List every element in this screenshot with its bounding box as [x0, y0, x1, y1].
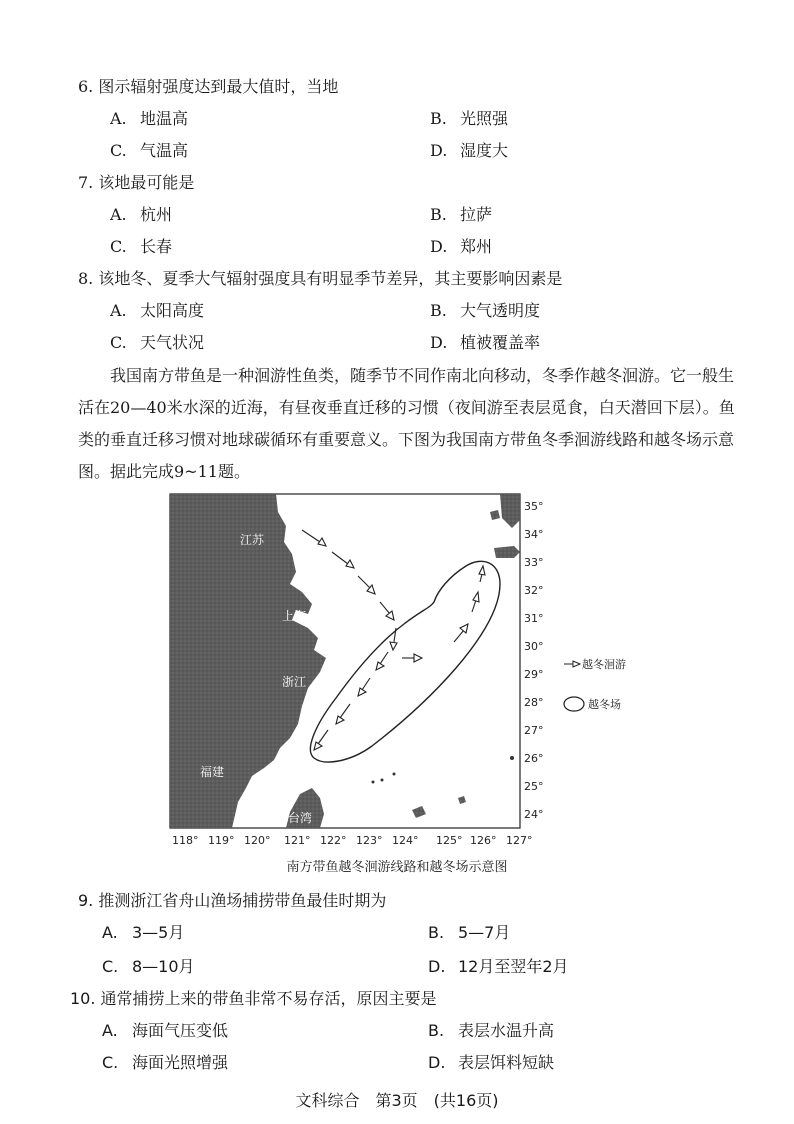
lon-label: 127° [506, 834, 533, 847]
q7-option-d: D. 郑州 [430, 237, 493, 256]
lat-label: 29° [524, 668, 544, 681]
lat-label: 30° [524, 640, 544, 653]
question-6-stem: 6. 图示辐射强度达到最大值时，当地 [78, 77, 339, 96]
question-8-stem: 8. 该地冬、夏季大气辐射强度具有明显季节差异，其主要影响因素是 [78, 269, 563, 288]
q7-option-a: A. 杭州 [110, 205, 173, 224]
lat-label: 35° [524, 500, 544, 513]
q7-option-b: B. 拉萨 [430, 205, 493, 224]
lon-label: 121° [284, 834, 311, 847]
q8-option-a: A. 太阳高度 [110, 301, 205, 320]
q9-option-c: C. 8—10月 [102, 957, 195, 976]
lon-label: 126° [470, 834, 497, 847]
label-jiangsu: 江苏 [240, 533, 265, 547]
legend-ellipse-icon [564, 697, 584, 711]
q6-option-b: B. 光照强 [430, 109, 509, 128]
lon-label: 118° [172, 834, 199, 847]
lon-label: 120° [244, 834, 271, 847]
q10-option-b: B. 表层水温升高 [428, 1021, 555, 1040]
label-fujian: 福建 [200, 765, 225, 779]
lat-label: 26° [524, 752, 544, 765]
lat-label: 34° [524, 528, 544, 541]
q10-option-c: C. 海面光照增强 [102, 1053, 229, 1072]
q6-option-a: A. 地温高 [110, 109, 189, 128]
q10-option-a: A. 海面气压变低 [102, 1021, 229, 1040]
migration-map [168, 492, 626, 852]
question-10-stem: 10. 通常捕捞上来的带鱼非常不易存活，原因主要是 [70, 989, 437, 1008]
q9-option-b: B. 5—7月 [428, 923, 511, 942]
lon-label: 123° [356, 834, 383, 847]
lat-label: 33° [524, 556, 544, 569]
q9-option-d: D. 12月至翌年2月 [428, 957, 569, 976]
question-7-stem: 7. 该地最可能是 [78, 173, 195, 192]
lon-label: 125° [436, 834, 463, 847]
q6-option-c: C. 气温高 [110, 141, 189, 160]
lat-label: 31° [524, 612, 544, 625]
longitude-labels [172, 834, 533, 847]
legend-arrow-icon [573, 661, 580, 667]
label-shanghai: 上海 [282, 609, 307, 623]
label-taiwan: 台湾 [288, 811, 313, 825]
legend-ground-label: 越冬场 [588, 698, 621, 711]
q9-option-a: A. 3—5月 [102, 923, 185, 942]
latitude-labels [524, 500, 544, 821]
passage-text: 我国南方带鱼是一种洄游性鱼类，随季节不同作南北向移动，冬季作越冬洄游。它一般生活在20—40米水深的近海，有昼夜垂直迁移的习惯（夜间游至表层觅食，白天潜回下层）。鱼类的垂直迁移习惯对地球碳循环有重要意义。下图为我国南方带鱼冬季洄游线路和越冬场示意图。据此完成9~11题。 [78, 366, 735, 481]
lat-label: 32° [524, 584, 544, 597]
page-footer: 文科综合 第3页 (共16页) [295, 1091, 499, 1110]
label-zhejiang: 浙江 [282, 675, 307, 689]
map-caption: 南方带鱼越冬洄游线路和越冬场示意图 [286, 860, 508, 875]
lat-label: 28° [524, 696, 544, 709]
q10-option-d: D. 表层饵料短缺 [428, 1053, 555, 1072]
legend-migration-label: 越冬洄游 [582, 658, 626, 671]
legend [564, 657, 626, 711]
lon-label: 119° [208, 834, 235, 847]
lat-label: 24° [524, 808, 544, 821]
q7-option-c: C. 长春 [110, 237, 173, 256]
lat-label: 25° [524, 780, 544, 793]
q6-option-d: D. 湿度大 [430, 141, 509, 160]
lon-label: 122° [320, 834, 347, 847]
q8-option-c: C. 天气状况 [110, 333, 205, 352]
lon-label: 124° [392, 834, 419, 847]
lat-label: 27° [524, 724, 544, 737]
q8-option-d: D. 植被覆盖率 [430, 333, 541, 352]
question-9-stem: 9. 推测浙江省舟山渔场捕捞带鱼最佳时期为 [78, 891, 387, 910]
q8-option-b: B. 大气透明度 [430, 301, 541, 320]
